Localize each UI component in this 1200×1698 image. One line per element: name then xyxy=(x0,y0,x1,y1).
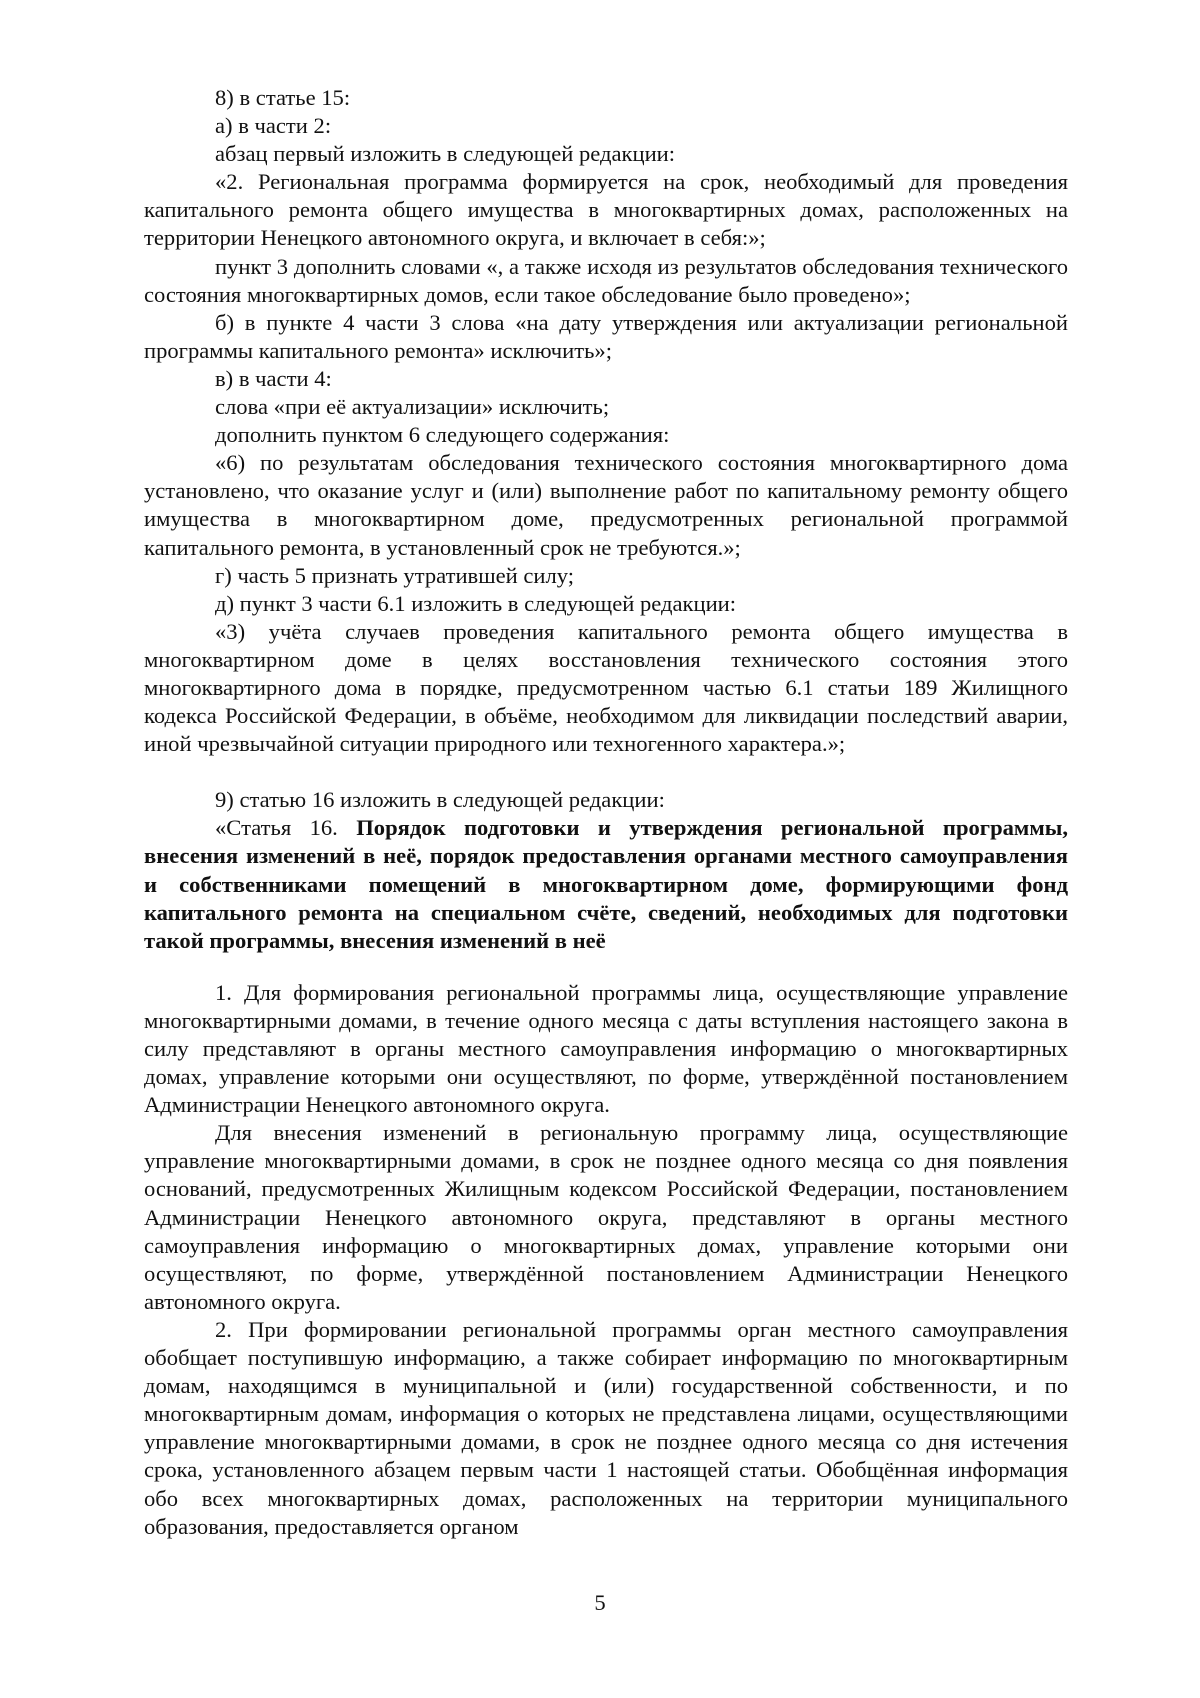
document-page xyxy=(144,84,1068,1541)
paragraph: абзац первый изложить в следующей редакции: xyxy=(215,141,676,167)
paragraph: «6) по результатам обследования технического состояния многоквартирного дома установлено, что оказание услуг и (или) выполнение работ по капитальному ремонту общего имущества в многоквартирном доме, предусмотренных региональной программой капитального ремонта, в установленный срок не требуются.»; xyxy=(144,450,1068,560)
article-16-prefix: «Статья 16. xyxy=(215,815,338,841)
paragraph: 2. При формировании региональной программы орган местного самоуправления обобщает поступившую информацию, а также собирает информацию по многоквартирным домам, находящимся в муниципальной и (или) государственной собственности, и по многоквартирным домам, информация о которых не представлена лицами, осуществляющими управление многоквартирными домами, в срок не позднее одного месяца со дня истечения срока, установленного абзацем первым части 1 настоящей статьи. Обобщённая информация обо всех многоквартирных домах, расположенных на территории муниципального образования, предоставляется органом xyxy=(144,1316,1068,1539)
spacer xyxy=(144,955,1068,979)
article-16-body xyxy=(144,979,1068,1541)
paragraph: д) пункт 3 части 6.1 изложить в следующей редакции: xyxy=(215,590,737,616)
article-16-title: Порядок подготовки и утверждения региональной программы, внесения изменений в неё, порядок предоставления органами местного самоуправления и собственниками помещений в многоквартирном доме, формирующими фонд капитального ремонта на специальном счёте, сведений, необходимых для подготовки такой программы, внесения изменений в неё xyxy=(144,815,1069,953)
paragraph: в) в части 4: xyxy=(215,365,332,391)
paragraph: а) в части 2: xyxy=(215,113,332,139)
paragraph: слова «при её актуализации» исключить; xyxy=(215,394,610,420)
paragraph: «3) учёта случаев проведения капитального ремонта общего имущества в многоквартирном доме в целях восстановления технического состояния этого многоквартирного дома в порядке, предусмотренном частью 6.1 статьи 189 Жилищного кодекса Российской Федерации, в объёме, необходимом для ликвидации последствий аварии, иной чрезвычайной ситуации природного или техногенного характера.»; xyxy=(144,618,1068,757)
paragraph: Для внесения изменений в региональную программу лица, осуществляющие управление многоквартирными домами, в срок не позднее одного месяца со дня появления оснований, предусмотренных Жилищным кодексом Российской Федерации, постановлением Администрации Ненецкого автономного округа, представляют в органы местного самоуправления информацию о многоквартирных домах, управление которыми они осуществляют, по форме, утверждённой постановлением Администрации Ненецкого автономного округа. xyxy=(144,1120,1068,1314)
paragraph: г) часть 5 признать утратившей силу; xyxy=(215,562,575,588)
paragraph: «2. Региональная программа формируется на срок, необходимый для проведения капитального ремонта общего имущества в многоквартирных домах, расположенных на территории Ненецкого автономного округа, и включает в себя:»; xyxy=(144,169,1068,251)
paragraph: 1. Для формирования региональной программы лица, осуществляющие управление многоквартирными домами, в течение одного месяца с даты вступления настоящего закона в силу представляют в органы местного самоуправления информацию о многоквартирных домах, управление которыми они осуществляют, по форме, утверждённой постановлением Администрации Ненецкого автономного округа. xyxy=(144,979,1068,1118)
paragraph: б) в пункте 4 части 3 слова «на дату утверждения или актуализации региональной программы капитального ремонта» исключить»; xyxy=(144,309,1068,363)
paragraph: дополнить пунктом 6 следующего содержания: xyxy=(215,422,670,448)
amendments-section-8 xyxy=(144,84,1068,758)
paragraph-item-9: 9) статью 16 изложить в следующей редакции: xyxy=(215,787,665,813)
paragraph: пункт 3 дополнить словами «, а также исходя из результатов обследования технического состояния многоквартирных домов, если такое обследование было проведено»; xyxy=(144,253,1068,307)
spacer xyxy=(144,758,1068,786)
page-number: 5 xyxy=(594,1590,606,1615)
article-16-heading xyxy=(144,814,1068,954)
paragraph: 8) в статье 15: xyxy=(215,85,351,110)
